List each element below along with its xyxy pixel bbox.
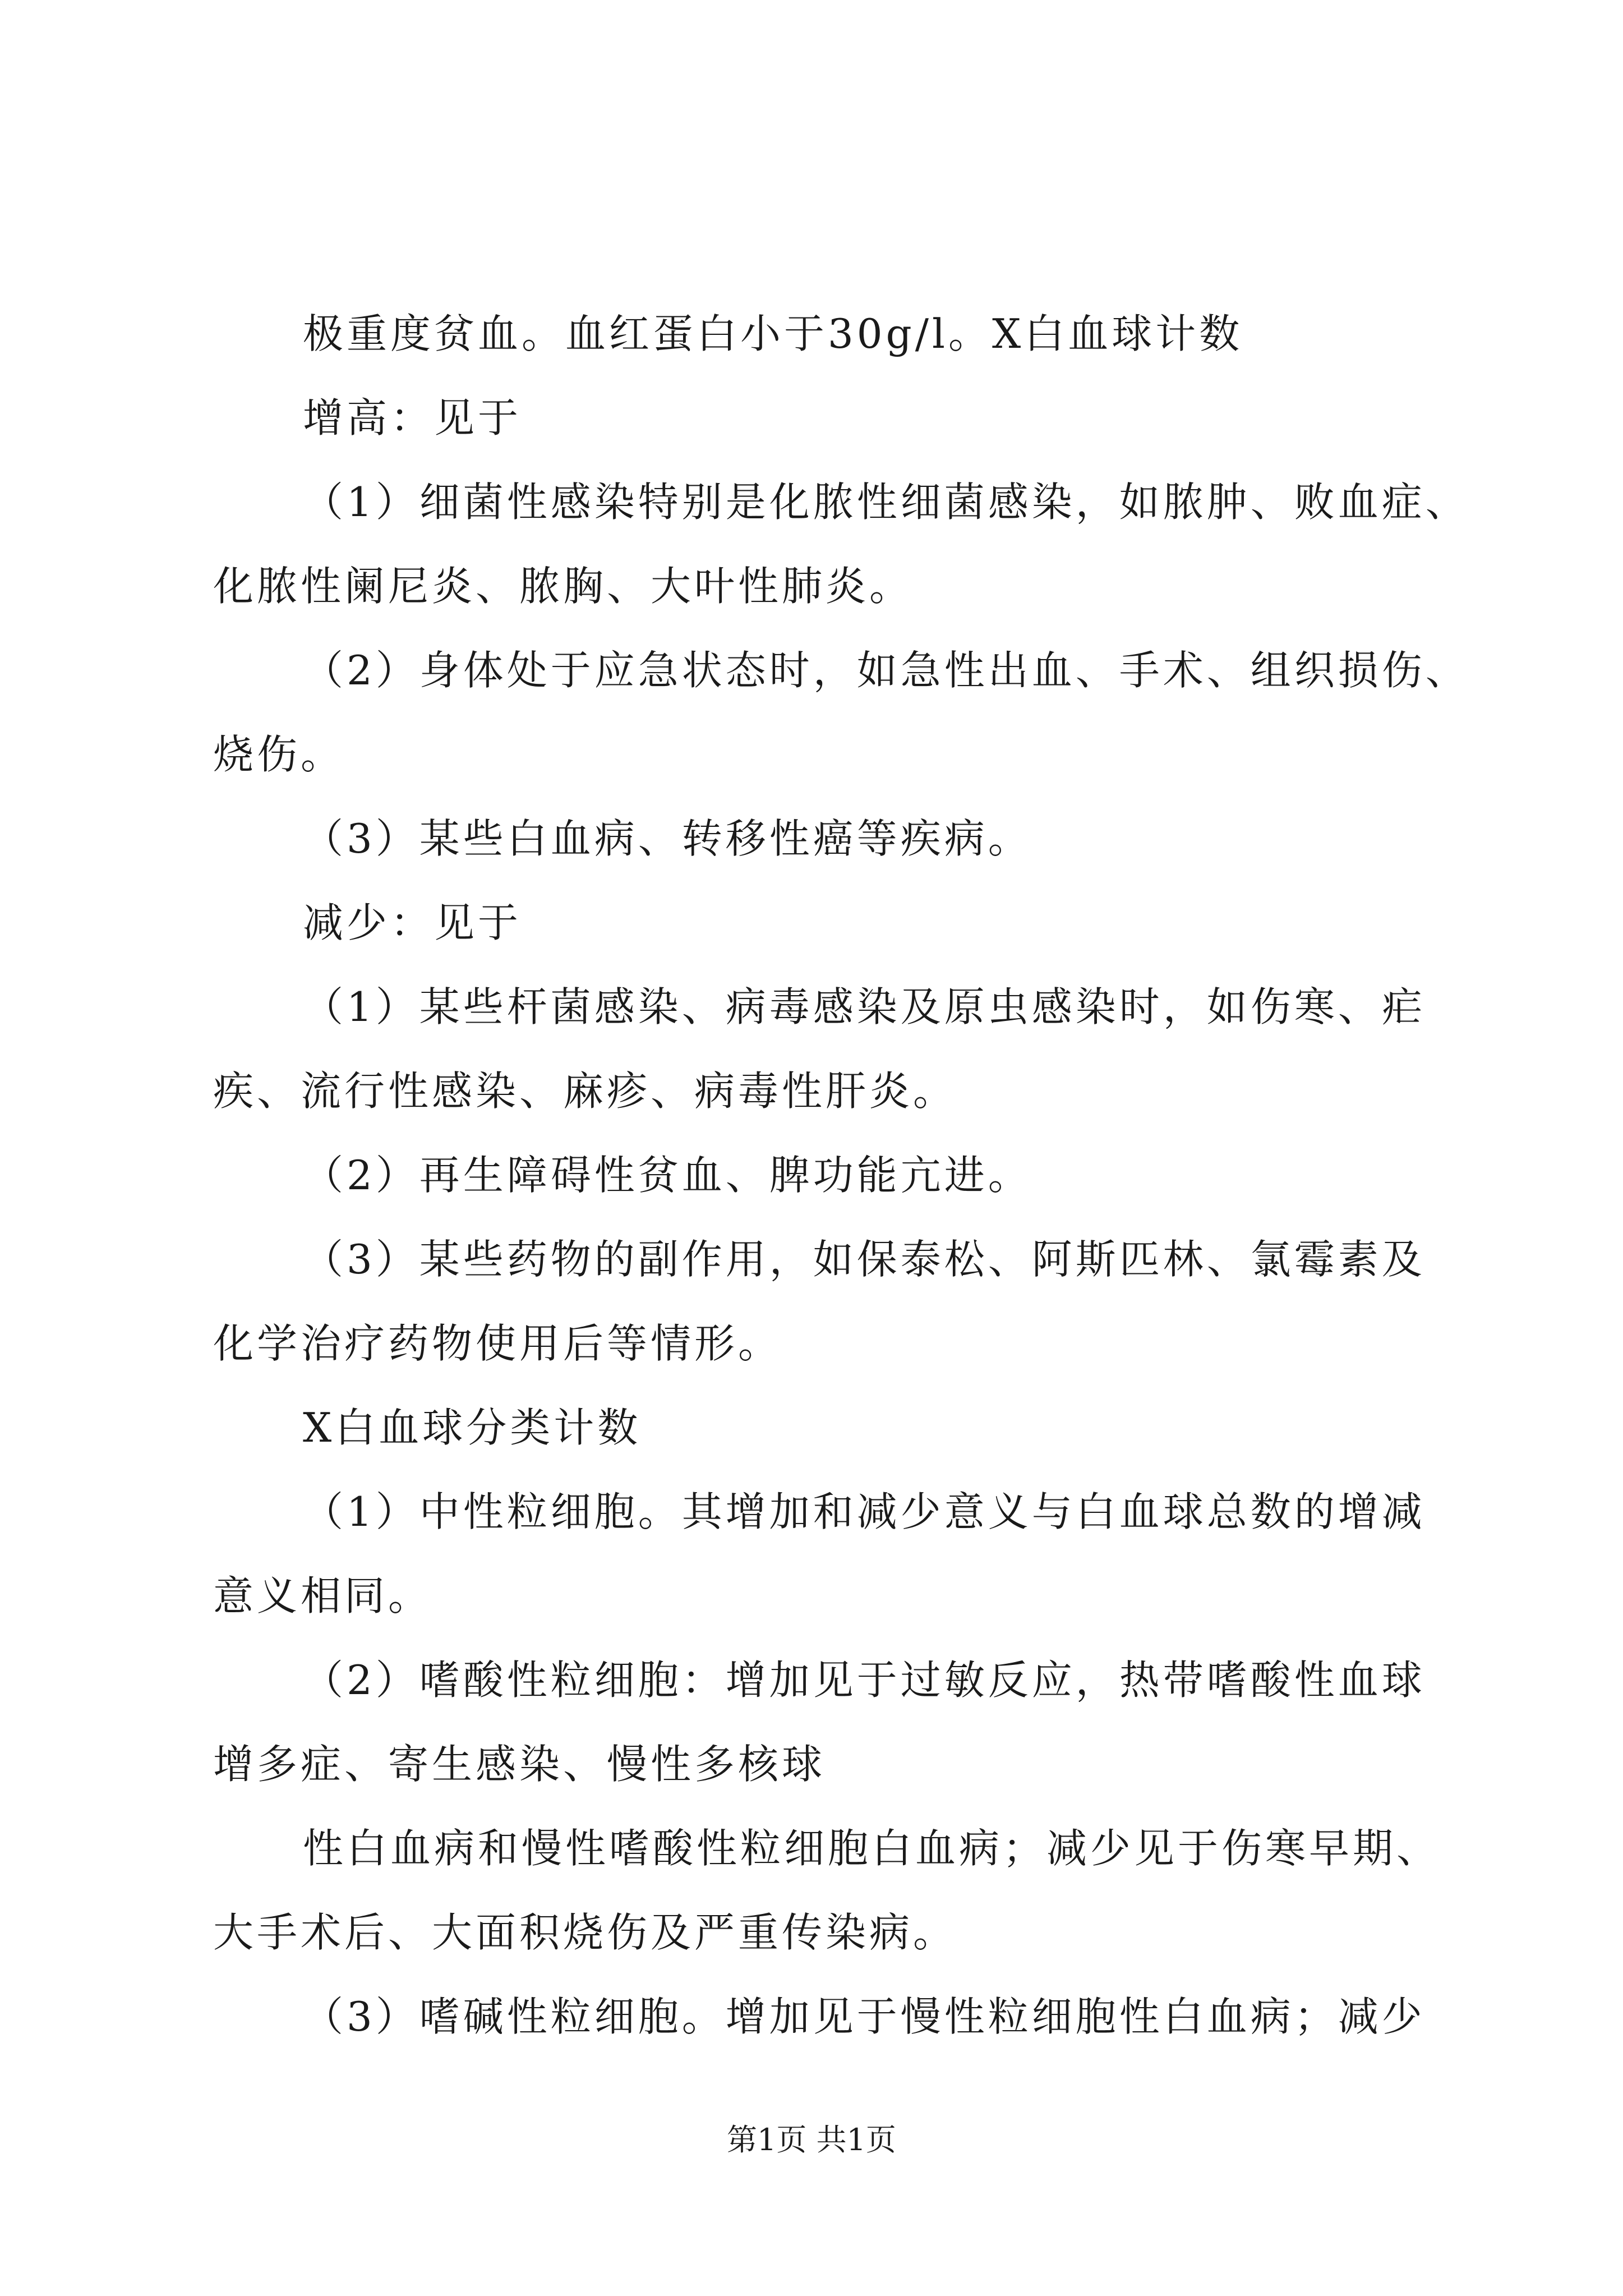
text-line: （1）某些杆菌感染、病毒感染及原虫感染时，如伤寒、疟 xyxy=(303,983,1426,1030)
text-line: （3）嗜碱性粒细胞。增加见于慢性粒细胞性白血病；减少 xyxy=(303,1993,1426,2040)
text-line: 增多症、寄生感染、慢性多核球 xyxy=(213,1741,826,1788)
text-line: （1）中性粒细胞。其增加和减少意义与白血球总数的增减 xyxy=(303,1488,1426,1535)
text-line: （2）身体处于应急状态时，如急性出血、手术、组织损伤、 xyxy=(303,647,1469,694)
text-line: 化脓性阑尼炎、脓胸、大叶性肺炎。 xyxy=(213,563,914,610)
text-line: （3）某些药物的副作用，如保泰松、阿斯匹林、氯霉素及 xyxy=(303,1236,1426,1283)
text-line: （1）细菌性感染特别是化脓性细菌感染，如脓肿、败血症、 xyxy=(303,478,1469,526)
text-line: 疾、流行性感染、麻疹、病毒性肝炎。 xyxy=(213,1068,957,1115)
text-line: 烧伤。 xyxy=(213,731,345,778)
text-line: 性白血病和慢性嗜酸性粒细胞白血病；减少见于伤寒早期、 xyxy=(303,1825,1441,1872)
text-line: 大手术后、大面积烧伤及严重传染病。 xyxy=(213,1909,957,1956)
text-line: 增高：见于 xyxy=(303,394,522,441)
page-footer: 第1页 共1页 xyxy=(727,2122,896,2157)
text-line: 减少：见于 xyxy=(303,899,522,946)
text-line: 意义相同。 xyxy=(213,1572,432,1619)
text-line: （2）再生障碍性贫血、脾功能亢进。 xyxy=(303,1152,1032,1199)
text-line: 化学治疗药物使用后等情形。 xyxy=(213,1320,782,1367)
text-line: （2）嗜酸性粒细胞：增加见于过敏反应，热带嗜酸性血球 xyxy=(303,1657,1426,1704)
text-line: X白血球分类计数 xyxy=(303,1404,642,1451)
text-line: 极重度贫血。血红蛋白小于30g/l。X白血球计数 xyxy=(303,310,1243,357)
text-line: （3）某些白血病、转移性癌等疾病。 xyxy=(303,815,1032,862)
